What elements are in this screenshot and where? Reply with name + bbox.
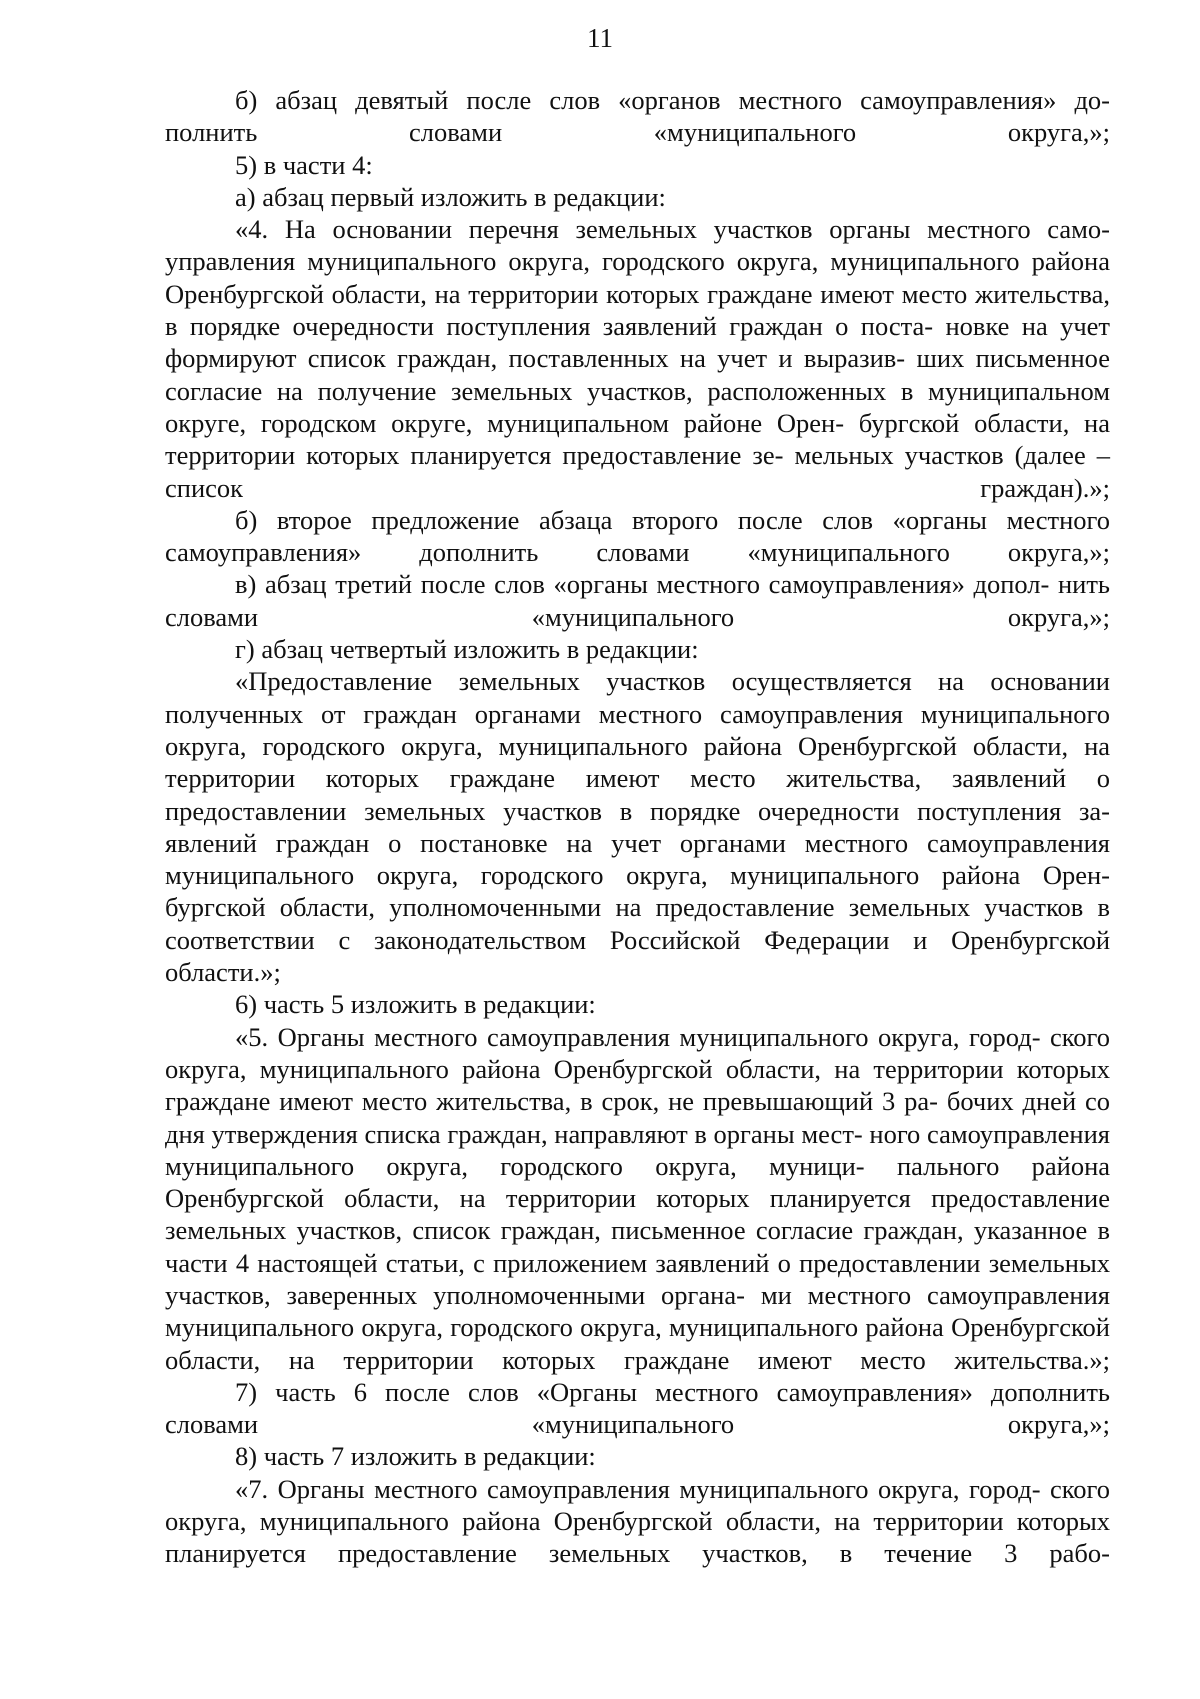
paragraph-b-second-sentence: б) второе предложение абзаца второго после слов «органы местного самоуправления» дополнить словами «муниципального округа,»; [165,504,1110,568]
paragraph-quote-4: «4. На основании перечня земельных участков органы местного само- управления муниципального округа, городского округа, муниципального района Оренбургской области, на территории которых граждане имеют место жительства, в порядке очередности поступления заявлений граждан о поста- новке на учет формируют список граждан, поставленных на учет и выразив- ших письменное согласие на получение земельных участков, расположенных в муниципальном округе, городском округе, муниципальном районе Орен- бургской области, на территории которых планируется предоставление зе- мельных участков (далее – список граждан).»; [165,214,1111,503]
paragraph-part7-heading: 8) часть 7 изложить в редакции: [235,1441,596,1472]
paragraph-part4-heading: 5) в части 4: [235,149,373,180]
paragraph-v-third: в) абзац третий после слов «органы местного самоуправления» допол- нить словами «муниципального округа,»; [165,569,1110,632]
paragraph-part6: 7) часть 6 после слов «Органы местного самоуправления» дополнить словами «муниципального округа,»; [165,1376,1110,1440]
paragraph-quote-7: «7. Органы местного самоуправления муниципального округа, город- ского округа, муниципального района Оренбургской области, на территории которых планируется предоставление земельных участков, в течение 3 рабо- [165,1473,1111,1569]
paragraph-b-ninth: б) абзац девятый после слов «органов местного самоуправления» до- полнить словами «муниципального округа,»; [165,85,1110,148]
paragraph-a-first: а) абзац первый изложить в редакции: [235,181,666,212]
paragraph-quote-provision: «Предоставление земельных участков осуществляется на основании полученных от граждан органами местного самоуправления муниципального округа, городского округа, муниципального района Оренбургской области, на территории которых граждане имеют место жительства, заявлений о предоставлении земельных участков в порядке очередности поступления за- явлений граждан о постановке на учет органами местного самоуправления муниципального округа, городского округа, муниципального района Орен- бургской области, уполномоченными на предоставление земельных участков в соответствии с законодательством Российской Федерации и Оренбургской области.»; [165,666,1111,988]
paragraph-part5-heading: 6) часть 5 изложить в редакции: [235,989,596,1020]
document-body [165,84,1110,1570]
paragraph-g-fourth: г) абзац четвертый изложить в редакции: [235,634,699,665]
paragraph-quote-5: «5. Органы местного самоуправления муниципального округа, город- ского округа, муниципального района Оренбургской области, на территории которых граждане имеют место жительства, в срок, не превышающий 3 ра- бочих дней со дня утверждения списка граждан, направляют в органы мест- ного самоуправления муниципального округа, городского округа, муници- пального района Оренбургской области, на территории которых планируется предоставление земельных участков, список граждан, письменное согласие граждан, указанное в части 4 настоящей статьи, с приложением заявлений о предоставлении земельных участков, заверенных уполномоченными органа- ми местного самоуправления муниципального округа, городского округа, муниципального района Оренбургской области, на территории которых граждане имеют место жительства.»; [165,1021,1111,1375]
page-number: 11 [587,23,613,53]
